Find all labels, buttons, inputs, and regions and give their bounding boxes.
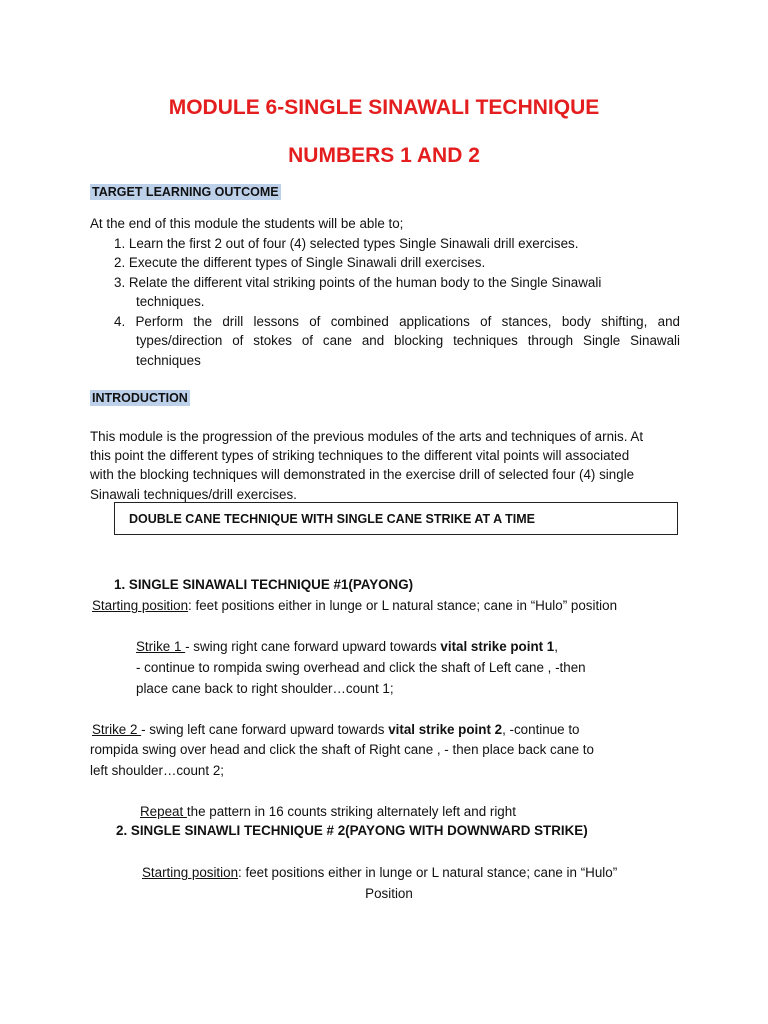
tlo-item-3: 3. Relate the different vital striking points of the human body to the Single Sinawali [114,275,602,290]
strike1-vital-point: vital strike point 1 [440,639,555,654]
strike1-label: Strike 1 [136,639,186,654]
tlo-item-2: 2. Execute the different types of Single Sinawali drill exercises. [114,255,486,270]
tech2-heading: 2. SINGLE SINAWLI TECHNIQUE # 2(PAYONG WITH DOWNWARD STRIKE) [116,823,588,838]
tlo-item-1: 1. Learn the first 2 out of four (4) selected types Single Sinawali drill exercises. [114,236,579,251]
technique-box-label: DOUBLE CANE TECHNIQUE WITH SINGLE CANE STRIKE AT A TIME [129,512,536,526]
strike2-text-a: - swing left cane forward upward towards [141,722,389,737]
tech1-repeat [140,802,516,822]
technique-box [114,502,678,535]
tech2-start-label: Starting position [142,865,239,880]
repeat-text: the pattern in 16 counts striking alternately left and right [186,804,516,819]
tlo-intro: At the end of this module the students will be able to; [90,216,404,231]
tech1-strike1 [136,637,558,657]
strike2-label: Strike 2 [92,722,142,737]
intro-line-4: Sinawali techniques/drill exercises. [90,487,297,502]
intro-heading [90,389,190,407]
tech1-starting-position [92,596,617,616]
tech2-start-line2: Position [365,886,413,901]
strike2-text-b: , -continue to [502,722,580,737]
tech1-strike1-line3: place cane back to right shoulder…count 1; [136,681,394,696]
repeat-label: Repeat [140,804,187,819]
tlo-heading-text: TARGET LEARNING OUTCOME [92,185,279,199]
intro-heading-text: INTRODUCTION [92,391,188,405]
module-title: MODULE 6-SINGLE SINAWALI TECHNIQUE [168,96,600,119]
strike1-text-a: - swing right cane forward upward towards [185,639,441,654]
tech1-heading: 1. SINGLE SINAWALI TECHNIQUE #1(PAYONG) [114,577,414,592]
tlo-item-4-cont: types/direction of stokes of cane and blocking techniques through Single Sinawali [136,333,680,348]
tech1-strike2-line2: rompida swing over head and click the shaft of Right cane , - then place back cane to [90,742,594,757]
tlo-item-3-cont: techniques. [136,294,205,309]
tech1-start-label: Starting position [92,598,189,613]
intro-line-3: with the blocking techniques will demonstrated in the exercise drill of selected four (4) single [90,467,635,482]
intro-line-1: This module is the progression of the previous modules of the arts and techniques of arnis. At [90,429,644,444]
tech1-strike2 [92,720,580,740]
module-subtitle: NUMBERS 1 AND 2 [288,144,480,167]
strike1-text-b: , [554,639,558,654]
tech1-start-text: : feet positions either in lunge or L natural stance; cane in “Hulo” position [188,598,618,613]
intro-line-2: this point the different types of striking techniques to the different vital points will associated [90,448,630,463]
tech2-starting-position [142,863,617,883]
tlo-item-4: 4. Perform the drill lessons of combined applications of stances, body shifting, and [114,314,680,329]
tech1-strike1-line2: - continue to rompida swing overhead and click the shaft of Left cane , -then [136,660,586,675]
tlo-heading [90,183,281,201]
strike2-vital-point: vital strike point 2 [388,722,503,737]
tech2-start-text: : feet positions either in lunge or L natural stance; cane in “Hulo” [238,865,618,880]
tech1-strike2-line3: left shoulder…count 2; [90,763,224,778]
tlo-item-4-end: techniques [136,353,201,368]
